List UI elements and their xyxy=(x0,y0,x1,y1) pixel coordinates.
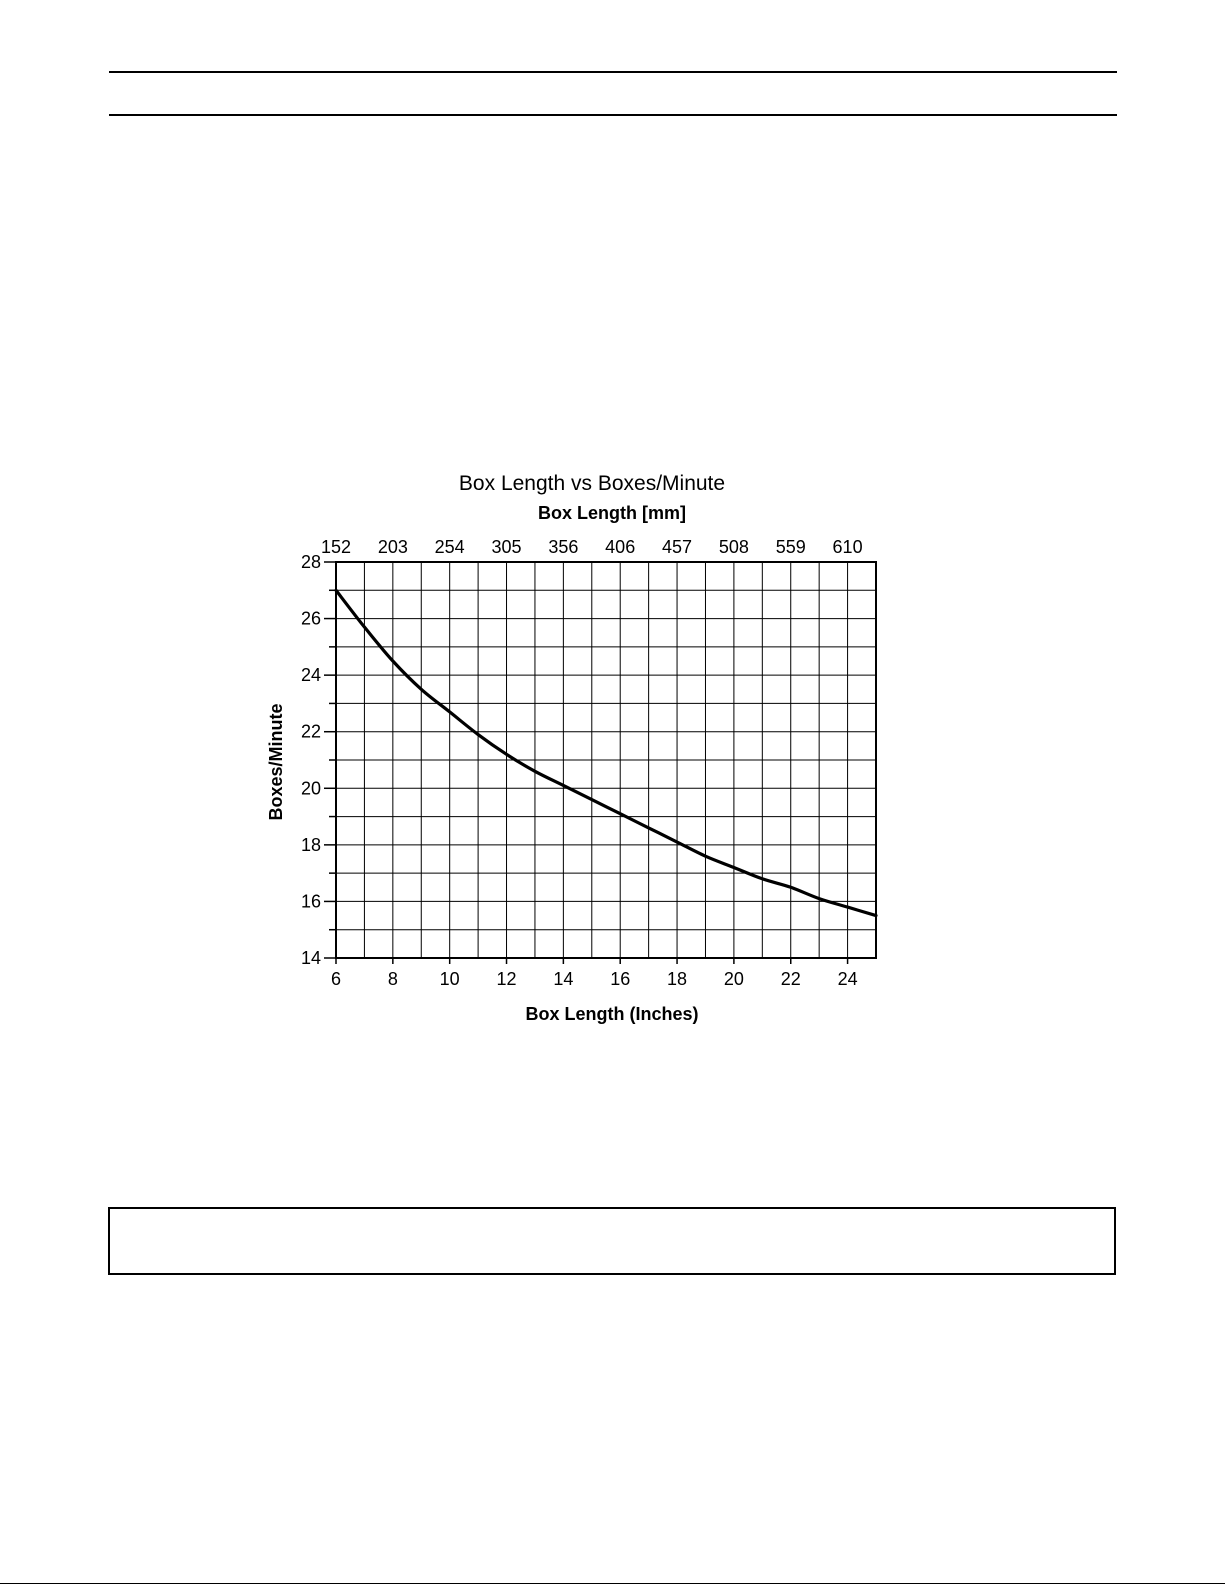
top-tick-label: 152 xyxy=(320,537,352,557)
top-axis-title: Box Length [mm] xyxy=(538,503,686,523)
x-tick-label: 18 xyxy=(667,969,688,989)
y-tick-label: 18 xyxy=(300,834,321,855)
y-tick-label: 16 xyxy=(300,891,321,912)
top-tick-label: 356 xyxy=(548,537,579,557)
series-line xyxy=(336,590,876,915)
x-tick-label: 20 xyxy=(723,969,744,989)
x-tick-label: 6 xyxy=(330,969,342,989)
x-tick-label: 8 xyxy=(387,969,398,989)
top-tick-label: 305 xyxy=(491,537,522,557)
chart-title: Box Length vs Boxes/Minute xyxy=(458,472,726,495)
top-tick-label: 203 xyxy=(377,537,408,557)
top-tick-label: 508 xyxy=(718,537,749,557)
axis-ticks xyxy=(324,562,848,964)
note-box xyxy=(108,1207,1116,1275)
top-tick-label: 610 xyxy=(832,537,863,557)
y-tick-label: 20 xyxy=(300,778,321,799)
x-tick-label: 14 xyxy=(553,969,574,989)
top-tick-label: 457 xyxy=(662,537,693,557)
x-tick-label: 24 xyxy=(837,969,858,989)
tick-labels xyxy=(301,537,863,989)
y-tick-label: 14 xyxy=(300,948,321,968)
grid-lines xyxy=(336,562,876,958)
top-tick-label: 254 xyxy=(434,537,465,557)
series-layer xyxy=(336,590,876,915)
x-axis-title: Box Length (Inches) xyxy=(525,1004,699,1024)
x-tick-label: 16 xyxy=(610,969,631,989)
x-tick-label: 10 xyxy=(439,969,460,989)
y-tick-label: 24 xyxy=(300,665,321,686)
top-tick-label: 406 xyxy=(605,537,636,557)
y-tick-label: 26 xyxy=(300,608,321,629)
y-tick-label: 28 xyxy=(300,552,321,572)
y-axis-title: Boxes/Minute xyxy=(266,703,286,821)
top-tick-label: 559 xyxy=(775,537,806,557)
y-tick-label: 22 xyxy=(300,721,321,742)
x-tick-label: 22 xyxy=(780,969,801,989)
x-tick-label: 12 xyxy=(496,969,517,989)
footer-rule xyxy=(0,1583,1225,1584)
